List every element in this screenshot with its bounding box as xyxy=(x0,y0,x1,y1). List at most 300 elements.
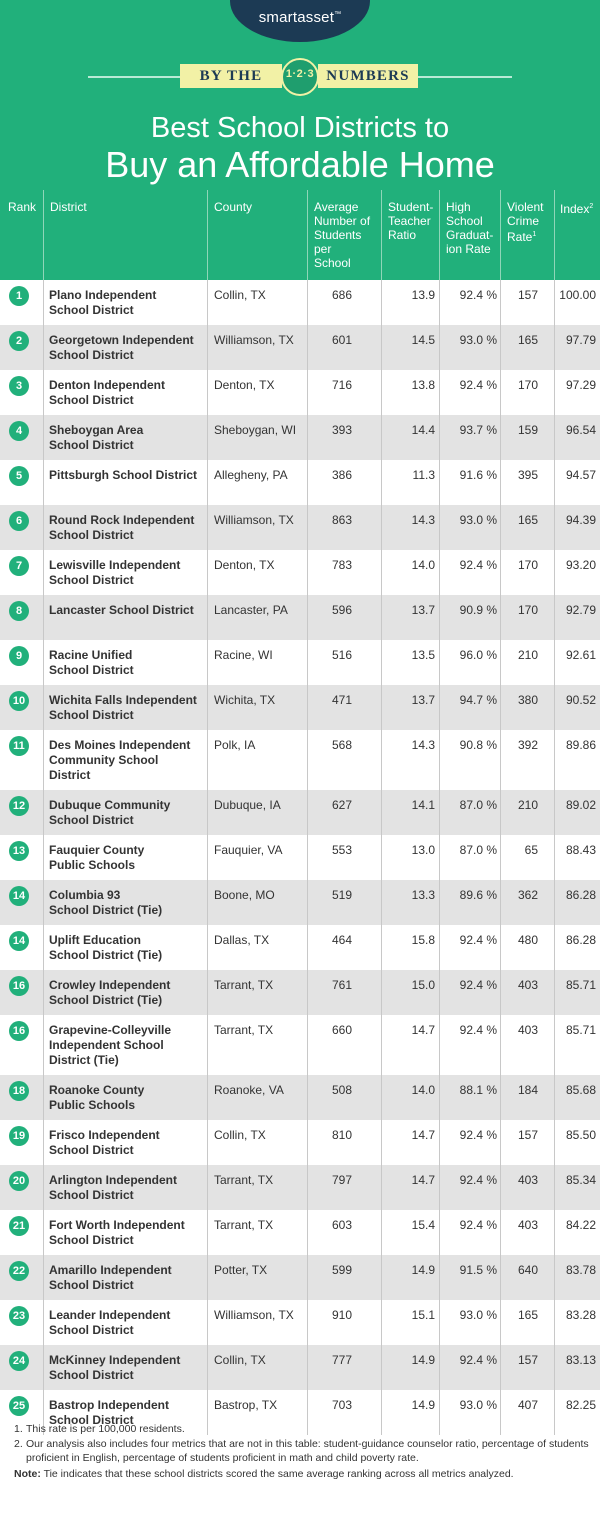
county-cell: Lancaster, PA xyxy=(207,595,307,640)
ratio-cell: 15.0 xyxy=(381,970,439,1015)
crime-cell: 165 xyxy=(500,505,554,550)
footnote-marker: 2 xyxy=(589,203,594,210)
index-cell: 83.28 xyxy=(554,1300,600,1345)
district-name-line: Plano Independent xyxy=(49,288,157,302)
district-name xyxy=(43,685,207,730)
county-cell: Tarrant, TX xyxy=(207,1165,307,1210)
district-name-line: Fauquier County xyxy=(49,843,145,857)
index-cell: 94.57 xyxy=(554,460,600,505)
district-name xyxy=(43,1165,207,1210)
rank-cell xyxy=(0,1165,43,1210)
index-cell: 92.61 xyxy=(554,640,600,685)
rank-cell xyxy=(0,1210,43,1255)
ratio-cell: 13.7 xyxy=(381,685,439,730)
footnote-text: This rate is per 100,000 residents. xyxy=(26,1423,185,1435)
header-line: Crime xyxy=(507,214,539,228)
rank-cell xyxy=(0,550,43,595)
avg-students-cell: 603 xyxy=(307,1210,381,1255)
county-cell: Potter, TX xyxy=(207,1255,307,1300)
column-header-avg-students xyxy=(307,190,381,280)
crime-cell: 403 xyxy=(500,970,554,1015)
avg-students-cell: 553 xyxy=(307,835,381,880)
district-name-line: School District xyxy=(49,348,134,362)
ratio-cell: 14.7 xyxy=(381,1165,439,1210)
table-row xyxy=(0,280,600,325)
footnote-1 xyxy=(14,1422,594,1436)
avg-students-cell: 797 xyxy=(307,1165,381,1210)
tie-note xyxy=(14,1467,594,1481)
table-row xyxy=(0,1015,600,1075)
rank-badge: 14 xyxy=(9,931,29,951)
rank-cell xyxy=(0,1300,43,1345)
column-header-district xyxy=(43,190,207,280)
rank-badge: 21 xyxy=(9,1216,29,1236)
ratio-cell: 14.3 xyxy=(381,505,439,550)
header-line: Ratio xyxy=(388,228,417,242)
footnote-2 xyxy=(14,1437,594,1465)
county-cell: Collin, TX xyxy=(207,280,307,325)
district-name-line: Wichita Falls Independent xyxy=(49,693,197,707)
index-cell: 90.52 xyxy=(554,685,600,730)
graduation-cell: 92.4 % xyxy=(439,280,500,325)
index-cell: 85.68 xyxy=(554,1075,600,1120)
district-name-line: McKinney Independent xyxy=(49,1353,181,1367)
graduation-cell: 87.0 % xyxy=(439,835,500,880)
ratio-cell: 15.1 xyxy=(381,1300,439,1345)
column-header-county xyxy=(207,190,307,280)
district-name-line: Uplift Education xyxy=(49,933,141,947)
table-row xyxy=(0,1120,600,1165)
divider-left xyxy=(88,76,184,78)
crime-cell: 395 xyxy=(500,460,554,505)
ratio-cell: 13.7 xyxy=(381,595,439,640)
crime-cell: 210 xyxy=(500,790,554,835)
column-header-crime xyxy=(500,190,554,280)
rank-cell xyxy=(0,1075,43,1120)
column-header-index xyxy=(554,190,600,280)
avg-students-cell: 599 xyxy=(307,1255,381,1300)
rank-cell xyxy=(0,685,43,730)
divider-right xyxy=(416,76,512,78)
index-cell: 97.79 xyxy=(554,325,600,370)
avg-students-cell: 393 xyxy=(307,415,381,460)
table-row xyxy=(0,1210,600,1255)
numbers-badge-text: 1·2·3 xyxy=(285,68,315,80)
avg-students-cell: 471 xyxy=(307,685,381,730)
rank-cell xyxy=(0,1120,43,1165)
avg-students-cell: 386 xyxy=(307,460,381,505)
avg-students-cell: 516 xyxy=(307,640,381,685)
footnotes xyxy=(14,1422,594,1481)
column-header-ratio xyxy=(381,190,439,280)
graduation-cell: 94.7 % xyxy=(439,685,500,730)
county-cell: Roanoke, VA xyxy=(207,1075,307,1120)
district-name-line: Grapevine-Colleyville xyxy=(49,1023,172,1037)
district-name-line: Arlington Independent xyxy=(49,1173,177,1187)
index-cell: 82.25 xyxy=(554,1390,600,1435)
crime-cell: 403 xyxy=(500,1015,554,1075)
column-header-county-label: County xyxy=(214,200,253,214)
column-header-index-label: Index xyxy=(560,202,590,216)
table-row xyxy=(0,1255,600,1300)
index-cell: 89.86 xyxy=(554,730,600,790)
graduation-cell: 90.9 % xyxy=(439,595,500,640)
index-cell: 85.50 xyxy=(554,1120,600,1165)
county-cell: Wichita, TX xyxy=(207,685,307,730)
rank-badge: 5 xyxy=(9,466,29,486)
county-cell: Williamson, TX xyxy=(207,505,307,550)
index-cell: 89.02 xyxy=(554,790,600,835)
graduation-cell: 91.5 % xyxy=(439,1255,500,1300)
district-name xyxy=(43,790,207,835)
district-name xyxy=(43,730,207,790)
table-row xyxy=(0,1300,600,1345)
header-line: High xyxy=(446,200,471,214)
ratio-cell: 15.8 xyxy=(381,925,439,970)
graduation-cell: 92.4 % xyxy=(439,970,500,1015)
district-name-line: School District xyxy=(49,573,134,587)
rank-cell xyxy=(0,790,43,835)
rank-cell xyxy=(0,925,43,970)
rank-cell xyxy=(0,595,43,640)
rank-badge: 19 xyxy=(9,1126,29,1146)
avg-students-cell: 716 xyxy=(307,370,381,415)
rank-badge: 22 xyxy=(9,1261,29,1281)
ratio-cell: 14.3 xyxy=(381,730,439,790)
district-name xyxy=(43,1075,207,1120)
index-cell: 86.28 xyxy=(554,925,600,970)
district-name-line: Des Moines Independent xyxy=(49,738,191,752)
header-line: Student- xyxy=(388,200,434,214)
header-line: School xyxy=(446,214,483,228)
district-name-line: Leander Independent xyxy=(49,1308,171,1322)
district-name-line: Amarillo Independent xyxy=(49,1263,172,1277)
graduation-cell: 91.6 % xyxy=(439,460,500,505)
rank-cell xyxy=(0,1255,43,1300)
header-line: ion Rate xyxy=(446,242,491,256)
ratio-cell: 14.9 xyxy=(381,1390,439,1435)
rank-badge: 6 xyxy=(9,511,29,531)
avg-students-cell: 810 xyxy=(307,1120,381,1165)
avg-students-cell: 761 xyxy=(307,970,381,1015)
graduation-cell: 92.4 % xyxy=(439,1345,500,1390)
crime-cell: 210 xyxy=(500,640,554,685)
rank-cell xyxy=(0,880,43,925)
district-name-line: Georgetown Independent xyxy=(49,333,194,347)
district-name-line: School District (Tie) xyxy=(49,903,163,917)
rank-badge: 4 xyxy=(9,421,29,441)
district-name xyxy=(43,880,207,925)
avg-students-cell: 596 xyxy=(307,595,381,640)
district-name xyxy=(43,1015,207,1075)
brand-trademark: ™ xyxy=(334,11,342,18)
rank-badge: 20 xyxy=(9,1171,29,1191)
district-name xyxy=(43,1210,207,1255)
graduation-cell: 87.0 % xyxy=(439,790,500,835)
crime-cell: 184 xyxy=(500,1075,554,1120)
district-name xyxy=(43,280,207,325)
district-name-line: School District xyxy=(49,1278,134,1292)
crime-cell: 392 xyxy=(500,730,554,790)
avg-students-cell: 703 xyxy=(307,1390,381,1435)
rank-badge: 16 xyxy=(9,1021,29,1041)
index-cell: 84.22 xyxy=(554,1210,600,1255)
district-name xyxy=(43,370,207,415)
district-name-line: District xyxy=(49,768,91,782)
graduation-cell: 93.0 % xyxy=(439,1390,500,1435)
table-row xyxy=(0,730,600,790)
district-name-line: Sheboygan Area xyxy=(49,423,144,437)
rank-cell xyxy=(0,325,43,370)
ratio-cell: 14.5 xyxy=(381,325,439,370)
index-cell: 85.71 xyxy=(554,970,600,1015)
district-name-line: Lancaster School District xyxy=(49,603,194,617)
header-line xyxy=(507,228,554,244)
district-name-line: Dubuque Community xyxy=(49,798,171,812)
rank-badge: 23 xyxy=(9,1306,29,1326)
county-cell: Allegheny, PA xyxy=(207,460,307,505)
ratio-cell: 14.7 xyxy=(381,1120,439,1165)
rank-cell xyxy=(0,460,43,505)
header-line: Students xyxy=(314,228,362,242)
index-cell: 97.29 xyxy=(554,370,600,415)
rank-cell xyxy=(0,415,43,460)
district-name-line: School District xyxy=(49,393,134,407)
district-name-line: Columbia 93 xyxy=(49,888,121,902)
rank-cell xyxy=(0,970,43,1015)
avg-students-cell: 863 xyxy=(307,505,381,550)
crime-cell: 362 xyxy=(500,880,554,925)
avg-students-cell: 519 xyxy=(307,880,381,925)
rank-badge: 11 xyxy=(9,736,29,756)
rank-badge: 7 xyxy=(9,556,29,576)
graduation-cell: 88.1 % xyxy=(439,1075,500,1120)
district-name-line: School District xyxy=(49,1233,134,1247)
district-name-line: School District (Tie) xyxy=(49,948,163,962)
district-name-line: Public Schools xyxy=(49,1098,136,1112)
footnote-marker: 1 xyxy=(532,231,537,238)
graduation-cell: 92.4 % xyxy=(439,370,500,415)
graduation-cell: 92.4 % xyxy=(439,1120,500,1165)
index-cell: 85.34 xyxy=(554,1165,600,1210)
by-the-label: BY THE xyxy=(180,64,282,88)
graduation-cell: 93.0 % xyxy=(439,505,500,550)
county-cell: Sheboygan, WI xyxy=(207,415,307,460)
graduation-cell: 92.4 % xyxy=(439,925,500,970)
numbers-label: NUMBERS xyxy=(318,64,418,88)
table-row xyxy=(0,550,600,595)
table-row xyxy=(0,1345,600,1390)
county-cell: Collin, TX xyxy=(207,1120,307,1165)
graduation-cell: 93.7 % xyxy=(439,415,500,460)
avg-students-cell: 601 xyxy=(307,325,381,370)
table-row xyxy=(0,685,600,730)
ratio-cell: 14.0 xyxy=(381,550,439,595)
index-cell: 85.71 xyxy=(554,1015,600,1075)
county-cell: Williamson, TX xyxy=(207,1300,307,1345)
table-row xyxy=(0,970,600,1015)
ratio-cell: 11.3 xyxy=(381,460,439,505)
avg-students-cell: 783 xyxy=(307,550,381,595)
index-cell: 83.13 xyxy=(554,1345,600,1390)
county-cell: Dallas, TX xyxy=(207,925,307,970)
district-name xyxy=(43,970,207,1015)
county-cell: Denton, TX xyxy=(207,550,307,595)
header-line: Graduat- xyxy=(446,228,494,242)
table-row xyxy=(0,1165,600,1210)
ratio-cell: 13.9 xyxy=(381,280,439,325)
county-cell: Tarrant, TX xyxy=(207,1015,307,1075)
crime-cell: 159 xyxy=(500,415,554,460)
ratio-cell: 13.0 xyxy=(381,835,439,880)
district-name xyxy=(43,550,207,595)
district-name-line: School District xyxy=(49,1143,134,1157)
graduation-cell: 96.0 % xyxy=(439,640,500,685)
avg-students-cell: 627 xyxy=(307,790,381,835)
district-name xyxy=(43,1120,207,1165)
crime-cell: 165 xyxy=(500,1300,554,1345)
table-row xyxy=(0,325,600,370)
county-cell: Racine, WI xyxy=(207,640,307,685)
rank-cell xyxy=(0,505,43,550)
header-banner xyxy=(0,0,600,190)
crime-cell: 157 xyxy=(500,1120,554,1165)
district-name-line: Crowley Independent xyxy=(49,978,171,992)
header-line: per xyxy=(314,242,332,256)
graduation-cell: 89.6 % xyxy=(439,880,500,925)
avg-students-cell: 464 xyxy=(307,925,381,970)
district-name xyxy=(43,460,207,505)
district-name xyxy=(43,415,207,460)
district-name xyxy=(43,640,207,685)
header-line: Violent xyxy=(507,200,544,214)
county-cell: Bastrop, TX xyxy=(207,1390,307,1435)
footnote-text: Our analysis also includes four metrics that are not in this table: student-guidance counselor ratio, percentage of students proficient in English, percentage of students proficient in math and child poverty rate. xyxy=(26,1438,589,1464)
crime-cell: 380 xyxy=(500,685,554,730)
district-name-line: Fort Worth Independent xyxy=(49,1218,185,1232)
district-name-line: Denton Independent xyxy=(49,378,165,392)
district-name-line: School District (Tie) xyxy=(49,993,163,1007)
index-cell: 96.54 xyxy=(554,415,600,460)
brand-logo[interactable] xyxy=(230,9,370,26)
table-row xyxy=(0,505,600,550)
crime-cell: 403 xyxy=(500,1210,554,1255)
district-name xyxy=(43,505,207,550)
table-header xyxy=(0,190,600,280)
district-name-line: School District xyxy=(49,1368,134,1382)
table-row xyxy=(0,790,600,835)
ratio-cell: 14.4 xyxy=(381,415,439,460)
district-name-line: Roanoke County xyxy=(49,1083,145,1097)
rank-badge: 16 xyxy=(9,976,29,996)
district-name-line: School District xyxy=(49,438,134,452)
rank-cell xyxy=(0,730,43,790)
index-cell: 93.20 xyxy=(554,550,600,595)
district-name-line: Independent School xyxy=(49,1038,164,1052)
index-cell: 94.39 xyxy=(554,505,600,550)
footnote-number: 2. xyxy=(14,1438,23,1450)
avg-students-cell: 910 xyxy=(307,1300,381,1345)
crime-cell: 480 xyxy=(500,925,554,970)
column-header-rank xyxy=(0,190,43,280)
rank-cell xyxy=(0,1345,43,1390)
avg-students-cell: 660 xyxy=(307,1015,381,1075)
crime-cell: 170 xyxy=(500,595,554,640)
county-cell: Collin, TX xyxy=(207,1345,307,1390)
district-name xyxy=(43,1255,207,1300)
county-cell: Fauquier, VA xyxy=(207,835,307,880)
crime-cell: 165 xyxy=(500,325,554,370)
tie-note-label: Note: xyxy=(14,1468,41,1480)
county-cell: Tarrant, TX xyxy=(207,1210,307,1255)
table-row xyxy=(0,370,600,415)
ratio-cell: 14.7 xyxy=(381,1015,439,1075)
table-row xyxy=(0,1075,600,1120)
district-name-line: Lewisville Independent xyxy=(49,558,181,572)
district-name-line: School District xyxy=(49,1323,134,1337)
column-header-district-label: District xyxy=(50,200,87,214)
district-name xyxy=(43,925,207,970)
district-name-line: Pittsburgh School District xyxy=(49,468,198,482)
district-name-line: School District xyxy=(49,528,134,542)
column-header-graduation xyxy=(439,190,500,280)
index-cell: 92.79 xyxy=(554,595,600,640)
district-name-line: Round Rock Independent xyxy=(49,513,195,527)
ratio-cell: 15.4 xyxy=(381,1210,439,1255)
rank-badge: 24 xyxy=(9,1351,29,1371)
page-title-line1: Best School Districts to xyxy=(150,112,450,144)
rank-badge: 12 xyxy=(9,796,29,816)
table-row xyxy=(0,880,600,925)
district-name-line: Public Schools xyxy=(49,858,136,872)
avg-students-cell: 686 xyxy=(307,280,381,325)
ratio-cell: 13.3 xyxy=(381,880,439,925)
avg-students-cell: 777 xyxy=(307,1345,381,1390)
district-name-line: School District xyxy=(49,303,134,317)
county-cell: Dubuque, IA xyxy=(207,790,307,835)
crime-cell: 640 xyxy=(500,1255,554,1300)
district-name xyxy=(43,325,207,370)
crime-cell: 407 xyxy=(500,1390,554,1435)
graduation-cell: 92.4 % xyxy=(439,550,500,595)
crime-cell: 65 xyxy=(500,835,554,880)
header-line: Number of xyxy=(314,214,371,228)
avg-students-cell: 508 xyxy=(307,1075,381,1120)
ratio-cell: 13.8 xyxy=(381,370,439,415)
avg-students-cell: 568 xyxy=(307,730,381,790)
rank-badge: 1 xyxy=(9,286,29,306)
footnote-number: 1. xyxy=(14,1423,23,1435)
crime-cell: 170 xyxy=(500,550,554,595)
crime-cell: 157 xyxy=(500,1345,554,1390)
district-name-line: School District xyxy=(49,813,134,827)
table-row xyxy=(0,925,600,970)
graduation-cell: 93.0 % xyxy=(439,325,500,370)
crime-cell: 170 xyxy=(500,370,554,415)
rank-cell xyxy=(0,370,43,415)
ratio-cell: 14.0 xyxy=(381,1075,439,1120)
rank-cell xyxy=(0,1015,43,1075)
header-line: School xyxy=(314,256,351,270)
header-line: Teacher xyxy=(388,214,431,228)
header-line-text: Rate xyxy=(507,230,533,244)
rank-cell xyxy=(0,640,43,685)
rank-cell xyxy=(0,280,43,325)
county-cell: Denton, TX xyxy=(207,370,307,415)
rank-badge: 18 xyxy=(9,1081,29,1101)
ratio-cell: 14.9 xyxy=(381,1255,439,1300)
table-row xyxy=(0,835,600,880)
